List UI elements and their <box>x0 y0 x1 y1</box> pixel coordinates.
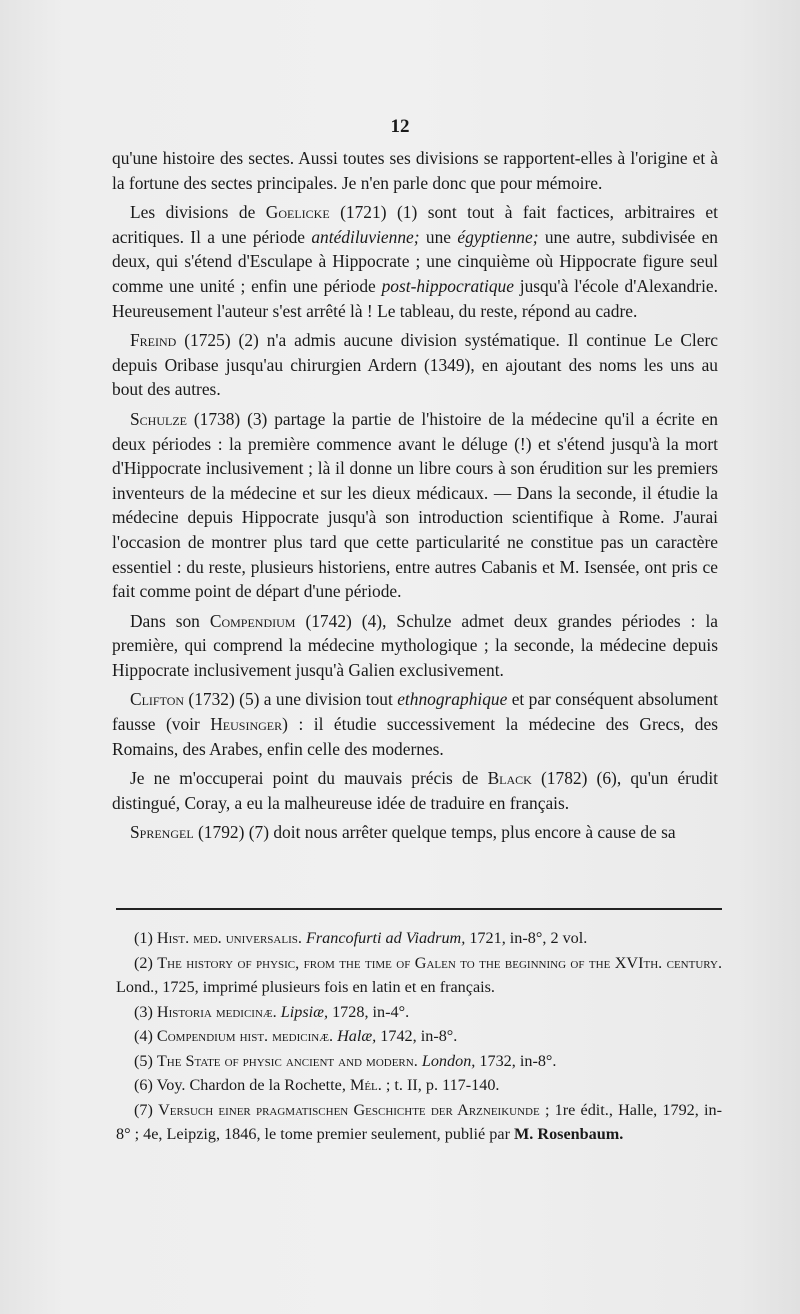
paragraph <box>112 820 718 845</box>
page-number: 12 <box>390 116 410 137</box>
small-caps-text: Clifton <box>130 689 185 710</box>
italic-text: Francofurti ad Viadrum, <box>305 929 466 947</box>
text-run: 1742, in-8°. <box>376 1027 458 1045</box>
text-run: (1732) (5) a une division tout <box>184 689 398 710</box>
text-run: (1) <box>134 929 157 947</box>
paragraph <box>112 687 718 761</box>
small-caps-text: Versuch einer pragmatischen Geschichte der Arzneikunde <box>158 1100 540 1119</box>
text-run: une <box>419 226 458 247</box>
text-run: (4) <box>134 1027 157 1045</box>
small-caps-text: Heusinger <box>210 714 283 735</box>
small-caps-text: Goelicke <box>265 202 330 223</box>
footnote <box>116 1049 722 1074</box>
footnote <box>116 926 722 951</box>
bold-text: M. Rosenbaum. <box>514 1125 624 1143</box>
small-caps-text: Compendium <box>209 610 296 631</box>
text-run: (6) Voy. Chardon de la Rochette, <box>134 1076 350 1094</box>
italic-text: London, <box>421 1051 476 1070</box>
small-caps-text: Schulze <box>130 408 187 429</box>
text-run: Je ne m'occuperai point du mauvais précis de <box>130 768 488 789</box>
text-run: 1721, in-8°, 2 vol. <box>465 929 588 947</box>
paragraph <box>112 407 718 604</box>
text-run: ; t. II, p. 117-140. <box>381 1076 500 1094</box>
footnote <box>116 1073 722 1098</box>
main-text <box>112 146 718 850</box>
footnote <box>116 951 722 1000</box>
small-caps-text: Hist. med. universalis. <box>156 929 302 947</box>
paragraph <box>112 146 718 195</box>
small-caps-text: Mél. <box>349 1076 382 1094</box>
text-run: une autre, subdivisée en deux, qui s'étend d'Esculape à Hippocrate ; une cinquième où Hippocrate figure seul comme une unité ; enfin une période <box>112 226 718 296</box>
footnotes <box>116 926 722 1147</box>
italic-text: Lipsiæ, <box>280 1002 329 1021</box>
text-run: qu'une histoire des sectes. Aussi toutes ses divisions se rapportent-elles à l'origine et à la fortune des sectes principales. Je n'en parle donc que pour mémoire. <box>112 148 718 193</box>
text-run: 1732, in-8°. <box>475 1051 557 1070</box>
text-run: (5) <box>134 1051 157 1070</box>
text-run: (1792) (7) doit nous arrêter quelque temps, plus encore à cause de sa <box>193 822 676 843</box>
text-run: ) : il étudie successivement la médecine des Grecs, des Romains, des Arabes, enfin celle des modernes. <box>112 714 718 759</box>
italic-text: égyptienne; <box>457 226 539 247</box>
text-run: (1742) (4), Schulze admet deux grandes périodes : la première, qui comprend la médecine mythologique ; la seconde, la médecine depuis Hippocrate inclusivement jusqu'à Galien exclusivement. <box>112 610 718 680</box>
small-caps-text: Historia medicinæ. <box>156 1002 277 1021</box>
text-run: (2) <box>134 953 158 972</box>
italic-text: antédiluvienne; <box>311 226 420 247</box>
text-run: Dans son <box>130 610 210 631</box>
small-caps-text: Sprengel <box>130 822 194 843</box>
text-run: (7) <box>134 1100 159 1119</box>
small-caps-text: The State of physic ancient and modern. <box>156 1051 418 1070</box>
text-run: Les divisions de <box>130 202 266 223</box>
text-run: (3) <box>134 1002 157 1021</box>
paragraph <box>112 766 718 815</box>
italic-text: post-hippocratique <box>381 275 514 296</box>
text-run: ; 1re édit., Halle, 1792, in-8° ; 4e, Leipzig, 1846, le tome premier seulement, publié par <box>116 1100 722 1143</box>
italic-text: Halæ, <box>337 1027 377 1045</box>
small-caps-text: The history of physic, from the time of Galen to the beginning of the XVIth. century. <box>157 953 722 972</box>
small-caps-text: Freind <box>130 330 177 351</box>
small-caps-text: Compendium hist. medicinæ. <box>156 1027 334 1045</box>
text-run: (1725) (2) n'a admis aucune division systématique. Il continue Le Clerc depuis Oribase jusqu'au chirurgien Ardern (1349), en ajoutant des noms les uns au bout des autres. <box>112 330 718 400</box>
footnote-rule <box>116 908 722 910</box>
footnote <box>116 1098 722 1147</box>
text-run: jusqu'à l'école d'Alexandrie. Heureusement l'auteur s'est arrêté là ! Le tableau, du reste, répond au cadre. <box>112 275 718 321</box>
footnote <box>116 1024 722 1049</box>
footnote <box>116 1000 722 1025</box>
paragraph <box>112 328 718 402</box>
paragraph <box>112 609 718 683</box>
italic-text: ethnographique <box>397 689 508 710</box>
small-caps-text: Black <box>487 768 532 789</box>
paragraph <box>112 200 718 323</box>
text-run: (1738) (3) partage la partie de l'histoire de la médecine qu'il a écrite en deux périodes : la première commence avant le déluge (!) et s'étend jusqu'à la mort d'Hippocrate inclusivement ; là il donne un libre cours à son érudition sur les premiers inventeurs de la médecine et sur les dieux médicaux. — Dans la seconde, il étudie la médecine depuis Hippocrate jusqu'à son introduction scientifique à Rome. J'aurai l'occasion de montrer plus tard que cette particularité ne constitue pas un caractère essentiel : du reste, plusieurs historiens, entre autres Cabanis et M. Isensée, ont pris ce fait comme point de départ d'une période. <box>112 408 718 602</box>
text-run: et par conséquent absolument fausse (voir <box>112 689 718 735</box>
text-run: (1782) (6), qu'un érudit distingué, Coray, a eu la malheureuse idée de traduire en français. <box>112 768 719 813</box>
text-run: (1721) (1) sont tout à fait factices, arbitraires et acritiques. Il a une période <box>112 202 718 247</box>
text-run: Lond., 1725, imprimé plusieurs fois en latin et en français. <box>116 978 495 996</box>
text-run: 1728, in-4°. <box>328 1002 410 1021</box>
